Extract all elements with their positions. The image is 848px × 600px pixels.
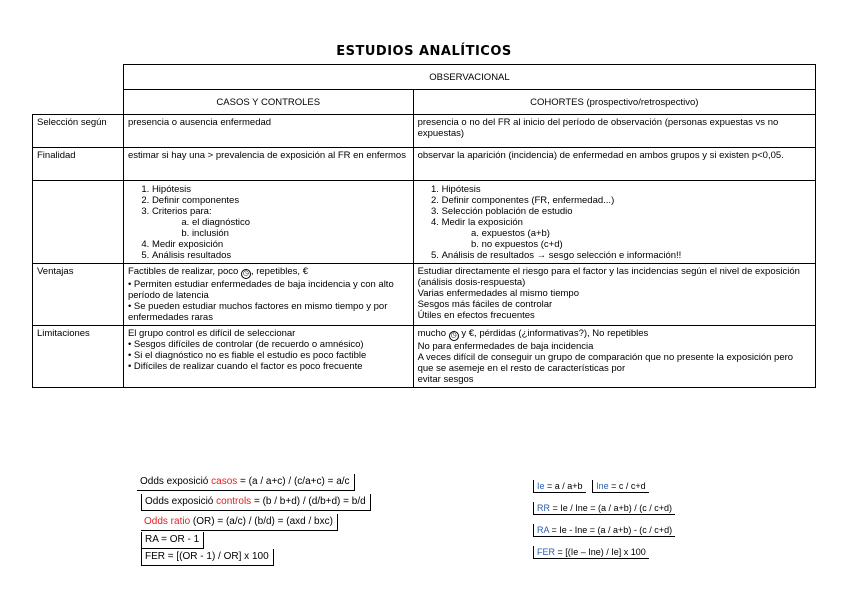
list-item-text: Medir la exposición	[441, 217, 523, 228]
list-item: a. el diagnóstico	[192, 217, 409, 228]
text: • Permiten estudiar enfermedades de baja incidencia y con alto período de latencia	[127, 279, 394, 301]
text: y €, pérdidas (¿informativas?), No repetibles	[461, 328, 649, 339]
row-finalidad	[33, 148, 816, 181]
text: Odds exposició	[140, 476, 212, 487]
list-item	[442, 217, 811, 250]
row-label: Finalidad	[33, 148, 124, 181]
list-item	[152, 206, 409, 239]
list-item: 1. Hipótesis	[152, 184, 409, 195]
text: Varias enfermedades al mismo tiempo	[417, 288, 579, 299]
cell-casos-pasos	[123, 181, 413, 264]
formula-odds-controls	[141, 494, 371, 511]
text: evitar sesgos	[417, 374, 474, 385]
formula-odds-casos	[137, 474, 355, 491]
text: Estudiar directamente el riesgo para el factor y las incidencias según el nivel de exposición (análisis dosis-respuesta)	[417, 266, 800, 288]
clock-icon: ◷	[242, 270, 249, 277]
list-item: 2. Definir componentes	[152, 195, 409, 206]
text: Sesgos más fáciles de controlar	[417, 299, 553, 310]
text: No para enfermedades de baja incidencia	[417, 341, 594, 352]
text: FER	[537, 547, 555, 557]
text: El grupo control es difícil de seleccionar	[127, 328, 296, 339]
text: = (a / a+c) / (c/a+c) = a/c	[237, 476, 350, 487]
formula-ie	[533, 480, 649, 493]
clock-icon: ◷	[450, 332, 457, 339]
formula-ra	[141, 532, 204, 549]
text: Factibles de realizar, poco	[127, 266, 239, 277]
text: Odds ratio	[144, 516, 191, 527]
text: casos	[211, 476, 238, 487]
row-limitaciones	[33, 326, 816, 388]
formula-odds-ratio	[141, 514, 338, 531]
row-seleccion	[33, 115, 816, 148]
text: mucho	[417, 328, 447, 339]
text: = c / c+d	[608, 481, 646, 491]
cell-casos: presencia o ausencia enfermedad	[123, 115, 413, 148]
list-item: 1. Hipótesis	[442, 184, 811, 195]
list-item: 4. Medir exposición	[152, 239, 409, 250]
list-item-text: Criterios para:	[151, 206, 212, 217]
cell-cohortes	[413, 326, 815, 388]
text: = Ie - Ine = (a / a+b) - (c / c+d)	[549, 525, 673, 535]
text: Útiles en efectos frecuentes	[417, 310, 535, 321]
text: controls	[216, 496, 252, 507]
row-pasos	[33, 181, 816, 264]
text: • Si el diagnóstico no es fiable el estudio es poco factible	[127, 350, 367, 361]
row-label: Limitaciones	[33, 326, 124, 388]
list-item: 2. Definir componentes (FR, enfermedad...)	[442, 195, 811, 206]
text: RA	[537, 525, 550, 535]
text: Ie	[537, 481, 545, 491]
row-label: Ventajas	[33, 264, 124, 326]
text: • Se pueden estudiar muchos factores en mismo tiempo y por enfermedades raras	[127, 301, 388, 323]
formula-fer-right	[533, 546, 649, 559]
cell-cohortes: presencia o no del FR al inicio del período de observación (personas expuestas vs no expuestas)	[413, 115, 815, 148]
casos-header: CASOS Y CONTROLES	[123, 90, 413, 115]
comparison-table	[32, 64, 816, 388]
text: FER = [(OR - 1) / OR] x 100	[141, 549, 274, 566]
row-label: Selección según	[33, 115, 124, 148]
page-title: ESTUDIOS ANALÍTICOS	[336, 44, 512, 59]
list-item: 5. Análisis de resultados → sesgo selección e información!!	[442, 250, 811, 261]
cohortes-header: COHORTES (prospectivo/retrospectivo)	[413, 90, 815, 115]
text: Odds exposició	[145, 496, 217, 507]
list-item: 3. Selección población de estudio	[442, 206, 811, 217]
text: = (b / b+d) / (d/b+d) = b/d	[251, 496, 366, 507]
text: RR	[537, 503, 550, 513]
cell-casos	[123, 264, 413, 326]
observacional-header: OBSERVACIONAL	[123, 65, 815, 90]
cell-cohortes: observar la aparición (incidencia) de enfermedad en ambos grupos y si existen p<0,05.	[413, 148, 815, 181]
text: (OR) = (a/c) / (b/d) = (axd / bxc)	[190, 516, 333, 527]
text: RA = OR - 1	[141, 532, 204, 549]
formula-fer	[141, 549, 274, 566]
formula-ra-right	[533, 524, 675, 537]
text: = a / a+b	[544, 481, 583, 491]
cell-casos: estimar si hay una > prevalencia de exposición al FR en enfermos	[123, 148, 413, 181]
list-item: a. expuestos (a+b)	[482, 228, 811, 239]
cell-cohortes	[413, 264, 815, 326]
text: Ine	[596, 481, 609, 491]
text: • Difíciles de realizar cuando el factor es poco frecuente	[127, 361, 363, 372]
formula-rr	[533, 502, 675, 515]
text: A veces difícil de conseguir un grupo de comparación que no presente la exposición pero que se asemeje en el resto de características por	[417, 352, 794, 374]
text: = [(Ie – Ine) / Ie] x 100	[555, 547, 646, 557]
list-item: 5. Análisis resultados	[152, 250, 409, 261]
cell-cohortes-pasos	[413, 181, 815, 264]
text: = Ie / Ine = (a / a+b) / (c / c+d)	[550, 503, 673, 513]
row-ventajas	[33, 264, 816, 326]
text: • Sesgos difíciles de controlar (de recuerdo o amnésico)	[127, 339, 364, 350]
cell-casos	[123, 326, 413, 388]
list-item: b. inclusión	[192, 228, 409, 239]
list-item: b. no expuestos (c+d)	[482, 239, 811, 250]
text: , repetibles, €	[250, 266, 308, 277]
